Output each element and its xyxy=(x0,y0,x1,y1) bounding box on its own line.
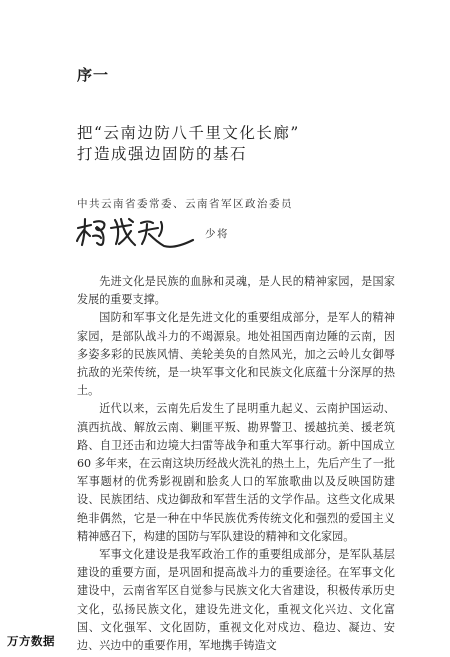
body-text xyxy=(77,273,395,655)
section-title: 序一 xyxy=(77,66,110,84)
headline-line-1: 把“云南边防八千里文化长廊” xyxy=(77,124,300,142)
author-title: 中共云南省委常委、云南省军区政治委员 xyxy=(77,198,293,210)
body-paragraph: 军事文化建设是我军政治工作的重要组成部分，是军队基层建设的重要方面，是巩固和提高战斗力的重要途径。在军事文化建设中，云南省军区自觉参与民族文化大省建设，积极传承历史文化，弘扬民族文化，建设先进文化，重视文化兴边、文化富国、文化强军、文化固防，重视文化对戍边、稳边、凝边、安边、兴边中的重要作用，军地携手铸造文 xyxy=(77,548,395,653)
footer-watermark: 万方数据 xyxy=(7,634,55,648)
signature-row xyxy=(75,214,275,250)
handwritten-signature xyxy=(75,214,203,250)
author-rank: 少将 xyxy=(205,228,229,240)
headline-line-2: 打造成强边固防的基石 xyxy=(77,145,248,163)
body-paragraph: 先进文化是民族的血脉和灵魂，是人民的精神家园，是国家发展的重要支撑。 xyxy=(77,275,395,307)
article-headline xyxy=(77,123,397,165)
body-paragraph: 国防和军事文化是先进文化的重要组成部分，是军人的精神家园，是部队战斗力的不竭源泉。地处祖国西南边陲的云南，因多姿多彩的民族风情、美轮美奂的自然风光，加之云岭儿女御辱抗敌的光荣传统，是一块军事文化和民族文化底蕴十分深厚的热土。 xyxy=(77,311,395,398)
body-paragraph: 近代以来，云南先后发生了昆明重九起义、云南护国运动、滇西抗战、解放云南、剿匪平叛、勘界警卫、援越抗美、援老筑路、自卫还击和边境大扫雷等战争和重大军事行动。新中国成立 60 多年来，在云南这块历经战火洗礼的热土上，先后产生了一批军事题材的优秀影视剧和脍炙人口的军旅歌曲以及反映国防建设、民族团结、戍边御敌和军营生活的文学作品。这些文化成果绝非偶然，它是一种在中华民族优秀传统文化和强烈的爱国主义精神感召下，构建的国防与军队建设的精神和文化家园。 xyxy=(77,402,395,543)
